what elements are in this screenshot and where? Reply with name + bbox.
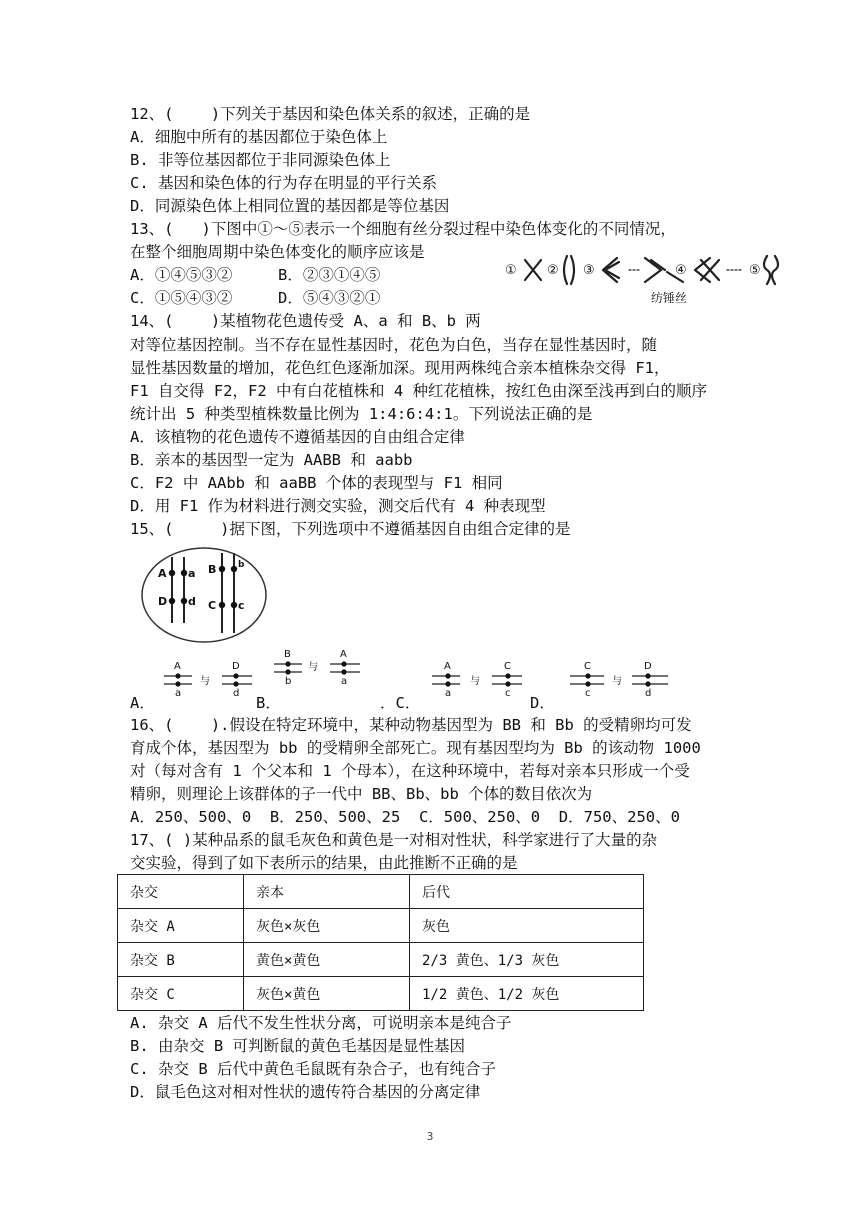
optB-gene1: B bbox=[284, 649, 291, 660]
q13-option-c: C．①⑤④③② bbox=[130, 289, 233, 307]
optB-gene2: b bbox=[285, 676, 292, 687]
table-header-row bbox=[118, 875, 644, 909]
optC-gene4: c bbox=[505, 688, 511, 699]
gene-D: D bbox=[158, 595, 168, 608]
optA-gene3: D bbox=[232, 661, 240, 672]
q17-stem-line1: 17、( )某种品系的鼠毛灰色和黄色是一对相对性状，科学家进行了大量的杂 bbox=[130, 831, 658, 849]
table-cell: 灰色×黄色 bbox=[244, 977, 410, 1011]
gene-B: B bbox=[208, 563, 217, 576]
q15-cell-figure bbox=[140, 545, 270, 645]
q13-option-d: D．⑤④③②① bbox=[278, 289, 381, 307]
q15-option-b-figure bbox=[272, 646, 372, 688]
q14-line4: F1 自交得 F2，F2 中有白花植株和 4 种红花植株，按红色由深至浅再到白的顺序 bbox=[130, 382, 707, 400]
optC-gene3: C bbox=[504, 661, 511, 672]
stage-label-2: ② bbox=[547, 263, 559, 278]
q14-line5: 统计出 5 种类型植株数量比例为 1:4:6:4:1。下列说法正确的是 bbox=[130, 405, 593, 423]
q12-option-c: C. 基因和染色体的行为存在明显的平行关系 bbox=[130, 174, 437, 192]
stage2-chromosome bbox=[564, 256, 574, 284]
gene-b: b bbox=[238, 560, 245, 570]
q13-chromosome-figure bbox=[505, 246, 795, 308]
table-cell: 杂交 B bbox=[118, 943, 244, 977]
table-cell: 灰色×灰色 bbox=[244, 909, 410, 943]
q14-option-d: D．用 F1 作为材料进行测交实验，测交后代有 4 种表现型 bbox=[130, 497, 546, 515]
stage-label-1: ① bbox=[505, 263, 517, 278]
stage5-chromosome bbox=[764, 256, 778, 284]
q16-options: A．250、500、0 B．250、500、25 C．500、250、0 D．750、250、0 bbox=[130, 808, 680, 826]
page-number: 3 bbox=[426, 1130, 434, 1143]
q12-option-a: A．细胞中所有的基因都位于染色体上 bbox=[130, 128, 388, 146]
optB-connector: 与 bbox=[308, 662, 318, 673]
optD-gene4: d bbox=[645, 688, 652, 699]
q14-line1: 14、( )某植物花色遗传受 A、a 和 B、b 两 bbox=[130, 312, 481, 330]
optA-gene1: A bbox=[174, 661, 181, 672]
optA-gene2: a bbox=[175, 688, 182, 699]
q17-option-b: B. 由杂交 B 可判断鼠的黄色毛基因是显性基因 bbox=[130, 1037, 465, 1055]
table-header-cell: 亲本 bbox=[244, 875, 410, 909]
stage-label-3: ③ bbox=[583, 263, 595, 278]
q12-option-b: B. 非等位基因都位于非同源染色体上 bbox=[130, 151, 391, 169]
optB-gene4: a bbox=[341, 676, 348, 687]
optA-gene4: d bbox=[233, 688, 240, 699]
optC-connector: 与 bbox=[470, 676, 480, 687]
gene-d: d bbox=[188, 595, 196, 608]
gene-A: A bbox=[158, 567, 167, 580]
optB-gene3: A bbox=[340, 649, 347, 660]
table-header-cell: 后代 bbox=[410, 875, 644, 909]
table-cell: 1/2 黄色、1/2 灰色 bbox=[410, 977, 644, 1011]
stage-label-5: ⑤ bbox=[749, 263, 761, 278]
q12-stem: 12、( )下列关于基因和染色体关系的叙述，正确的是 bbox=[130, 105, 531, 123]
q14-line2: 对等位基因控制。当不存在显性基因时，花色为白色，当存在显性基因时，随 bbox=[130, 336, 658, 354]
optC-gene2: a bbox=[445, 688, 452, 699]
q15-option-d-figure bbox=[568, 658, 678, 700]
spindle-caption: 纺锤丝 bbox=[651, 291, 688, 305]
optD-gene2: c bbox=[585, 688, 591, 699]
q17-option-c: C. 杂交 B 后代中黄色毛鼠既有杂合子，也有纯合子 bbox=[130, 1060, 496, 1078]
table-cell: 杂交 A bbox=[118, 909, 244, 943]
table-cell: 黄色×黄色 bbox=[244, 943, 410, 977]
stage4b-chromosome bbox=[695, 258, 719, 282]
q15-option-c-figure bbox=[430, 658, 530, 700]
optD-connector: 与 bbox=[612, 676, 622, 687]
gene-C: C bbox=[208, 599, 217, 612]
stage1-chromosome bbox=[525, 260, 541, 280]
table-cell: 2/3 黄色、1/3 灰色 bbox=[410, 943, 644, 977]
stage3-chromosome bbox=[603, 258, 619, 282]
q13-option-b: B．②③①④⑤ bbox=[278, 266, 381, 284]
q17-cross-table bbox=[117, 874, 644, 1011]
q16-line3: 对（每对含有 1 个父本和 1 个母本），在这种环境中，若每对亲本只形成一个受 bbox=[130, 762, 690, 780]
optD-gene1: C bbox=[584, 661, 591, 672]
gene-a: a bbox=[188, 567, 196, 580]
q15-option-a-figure bbox=[162, 658, 262, 700]
q17-option-d: D．鼠毛色这对相对性状的遗传符合基因的分离定律 bbox=[130, 1083, 481, 1101]
optC-gene1: A bbox=[444, 661, 451, 672]
q15-option-b-letter: B． bbox=[256, 694, 281, 712]
q13-stem-line1: 13、( )下图中①～⑤表示一个细胞有丝分裂过程中染色体变化的不同情况， bbox=[130, 220, 676, 238]
q17-stem-line2: 交实验，得到了如下表所示的结果，由此推断不正确的是 bbox=[130, 854, 518, 872]
q15-option-d-letter: D． bbox=[530, 694, 555, 712]
table-row bbox=[118, 943, 644, 977]
q16-line2: 育成个体，基因型为 bb 的受精卵全部死亡。现有基因型均为 Bb 的该动物 1000 bbox=[130, 739, 701, 757]
q13-stem-line2: 在整个细胞周期中染色体变化的顺序应该是 bbox=[130, 243, 425, 261]
q16-line1: 16、( ).假设在特定环境中，某种动物基因型为 BB 和 Bb 的受精卵均可发 bbox=[130, 716, 692, 734]
table-header-cell: 杂交 bbox=[118, 875, 244, 909]
stage-label-4: ④ bbox=[675, 263, 687, 278]
q16-line4: 精卵，则理论上该群体的子一代中 BB、Bb、bb 个体的数目依次为 bbox=[130, 785, 593, 803]
q15-option-c-letter: ．C． bbox=[380, 694, 421, 712]
q15-stem: 15、( )据下图，下列选项中不遵循基因自由组合定律的是 bbox=[130, 520, 571, 538]
table-row bbox=[118, 909, 644, 943]
q14-line3: 显性基因数量的增加，花色红色逐渐加深。现用两株纯合亲本植株杂交得 F1， bbox=[130, 359, 670, 377]
q14-option-b: B．亲本的基因型一定为 AABB 和 aabb bbox=[130, 451, 413, 469]
table-cell: 杂交 C bbox=[118, 977, 244, 1011]
gene-c: c bbox=[238, 599, 245, 612]
table-row bbox=[118, 977, 644, 1011]
optD-gene3: D bbox=[644, 661, 652, 672]
q12-option-d: D．同源染色体上相同位置的基因都是等位基因 bbox=[130, 197, 450, 215]
q17-option-a: A. 杂交 A 后代不发生性状分离，可说明亲本是纯合子 bbox=[130, 1014, 512, 1032]
q14-option-a: A．该植物的花色遗传不遵循基因的自由组合定律 bbox=[130, 428, 465, 446]
q15-option-a-letter: A． bbox=[130, 694, 155, 712]
q14-option-c: C．F2 中 AAbb 和 aaBB 个体的表现型与 F1 相同 bbox=[130, 474, 503, 492]
optA-connector: 与 bbox=[200, 676, 210, 687]
table-cell: 灰色 bbox=[410, 909, 644, 943]
q13-option-a: A．①④⑤③② bbox=[130, 266, 233, 284]
